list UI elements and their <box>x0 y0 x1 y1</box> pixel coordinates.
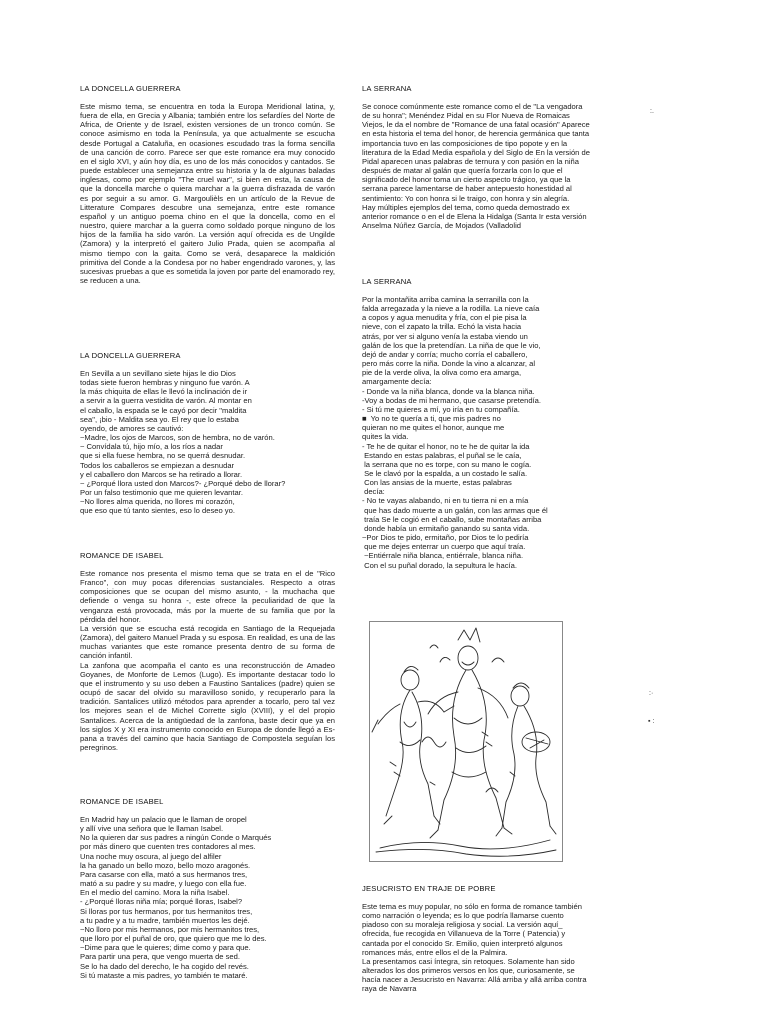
section-title: LA SERRANA <box>362 277 412 286</box>
lyric-line: Todos los caballeros se empiezan a desnudar <box>80 460 235 470</box>
section-doncella-lyrics <box>80 351 335 516</box>
section-title: ROMANCE DE ISABEL <box>80 797 164 806</box>
ink-drawing-image <box>370 622 562 861</box>
lyric-line: Se le clavó por la espalda, a un costado le salía. <box>362 468 528 478</box>
lyric-line: En el medio del camino. Mora la niña Isabel. <box>80 888 230 898</box>
section-isabel-lyrics <box>80 797 335 980</box>
lyrics <box>80 815 335 980</box>
lyric-line: falda arregazada y la nieve a la rodilla. La nieve caía <box>362 304 540 314</box>
scan-mark: :. <box>650 108 654 115</box>
lyric-line: ~No llores alma querida, no llores mi corazón, <box>80 497 235 507</box>
lyric-line: ~Madre, los ojos de Marcos, son de hembra, no de varón. <box>80 433 275 443</box>
lyric-line: Con las ansias de la muerte, estas palabras <box>362 478 512 488</box>
section-doncella-intro <box>80 84 335 285</box>
lyric-line: que si ella fuese hembra, no se querrá desnudar. <box>80 451 246 461</box>
lyric-line: No la quieren dar sus padres a ningún Conde o Marqués <box>80 833 272 843</box>
lyric-line: que has dado muerte a un galán, con las armas que él <box>362 505 548 515</box>
section-title: JESUCRISTO EN TRAJE DE POBRE <box>362 884 496 893</box>
lyric-line: Para casarse con ella, mató a sus hermanos tres, <box>80 869 248 879</box>
lyric-line: - Te he de quitar el honor, no te he de quitar la ida <box>362 441 530 451</box>
lyric-line: -Voy a bodas de mi hermano, que casarse pretendía. <box>362 395 541 405</box>
lyric-line: traía Se le cogió en el caballo, sube montañas arriba <box>362 514 542 524</box>
lyric-line: galán de los que la pretendían. La niña de que le vio, <box>362 340 541 350</box>
lyrics <box>80 369 335 516</box>
lyric-line: y el caballero don Marcos se ha retirado a llorar. <box>80 469 243 479</box>
lyric-line: y allí vive una señora que le llaman Isabel. <box>80 824 224 834</box>
lyric-line: la más chiquita de ellas le llevó la inclinación de ir <box>80 387 248 397</box>
lyric-line: En Madrid hay un palacio que le llaman de oropel <box>80 815 247 824</box>
lyric-line: a tu padre y a tu madre, también muertos les dejé. <box>80 915 250 925</box>
section-title: ROMANCE DE ISABEL <box>80 551 164 560</box>
lyric-line: quites la vida. <box>362 432 409 442</box>
lyric-line: - ¿Porqué lloras niña mía; porqué lloras, Isabel? <box>80 897 243 907</box>
lyric-line: atrás, por ver si alguno venía la estaba viendo un <box>362 331 528 341</box>
lyric-line: Estando en estas palabras, el puñal se le caía, <box>362 450 522 460</box>
right-column <box>362 0 592 1024</box>
lyric-line: ■ Yo no te quería a ti, que mis padres no <box>362 414 501 424</box>
section-title: LA SERRANA <box>362 84 412 93</box>
lyrics <box>362 295 592 570</box>
lyric-line: mató a su padre y su madre, y luego con ella fue. <box>80 879 247 889</box>
lyric-line: Por la montañita arriba camina la serranilla con la <box>362 295 529 304</box>
lyric-line: que eso que tú tanto sientes, eso lo deseo yo. <box>80 506 235 516</box>
lyric-line: ~Dime para que le quieres; dime como y para que. <box>80 943 251 953</box>
lyric-line: todas siete fueron hembras y ninguno fue varón. A <box>80 378 250 388</box>
paragraph: La zanfona que acompaña el canto es una reconstrucción de Amadeo Goyanes, de Monforte de Lemos (Lugo). Es importante destacar todo lo que el instrumento y su uso deben a Faustino Santalices (padre) quien se ocupó de sacar del olvido su maravilloso sonido, y recuperarlo para la tradición. Santalices utilizó métodos para aprender a tocarlo, pero tal vez los mejores sean el de Michel Corrette siglo (XVIII), y el del propio Santalices. Acerca de la antigüedad de la zanfona, baste decir que ya en los siglos X y XI era instrumento conocido en Europa de donde llegó a Es-pana a través del camino que hacia Santiago de Compostela seguían los peregrinos. <box>80 660 335 752</box>
scan-mark: :· <box>649 690 654 697</box>
section-isabel-intro <box>80 551 335 752</box>
lyric-line: pero más corre la niña. Donde la vino a alcanzar, al <box>362 359 536 369</box>
lyric-line: ~ ¿Porqué llora usted don Marcos?- ¿Porqué debo de llorar? <box>80 478 286 488</box>
lyric-line: la serrana que no es torpe, con su mano le cogía. <box>362 459 532 469</box>
paragraph: La presentamos casi íntegra, sin retoques. Solamente han sido alterados los dos primeros versos en los que, curiosamente, se hacía nacer a Jesucristo en Navarra: Allá arriba y allá arriba contra raya de Navarra <box>362 956 587 994</box>
lyric-line: - Donde va la niña blanca, donde va la blanca niña. <box>362 386 535 396</box>
section-title: LA DONCELLA GUERRERA <box>80 84 181 93</box>
paragraph: Este mismo tema, se encuentra en toda la Europa Meridional latina, y, fuera de ella, en Grecia y Albania; también entre los sefardíes del Norte de Africa, de Oriente y de Israel, existen versiones de un tronco común. Se conoce asimismo en toda la Península, ya que actualmente se escucha desde Portugal a Cataluña, en ocasiones escudado tras la forma sencilla de una canción de corro. Parece ser que este romance era muy conocido en el siglo XVI, y aún hoy día, es uno de los más conocidos y cantados. Se puede establecer una semejanza entre su historia y la de algunas baladas inglesas, como por ejemplo "The cruel war", si bien en esta, la causa de que la doncella marche o quiera marchar a la guerra disfrazada de varón es por seguir a su amor. G. Margoulièls en un artículo de la Revue de Litterature Compares descubre una semejanza, entre este romance español y un antiguo poema chino en el que la doncella, como en el nuestro, quiere marchar a la guerra como soldado porque ninguno de los hijos de la familia ha sido varón. La versión aquí ofrecida es de Ungilde (Zamora) y la interpretó el gaitero Julio Prada, quien se acompaña al mismo tiempo con la gaita. Como se verá, desaparece la maldición primitiva del Conde a la Condesa por no haber engendrado varones, y, las sucesivas pruebas a que es sometida la joven por parte del enamorado rey, se reducen a una. <box>80 102 335 285</box>
lyric-line: sea", ¡bio - Maldita sea yo. El rey que lo estaba <box>80 414 239 424</box>
section-jesucristo-intro <box>362 884 592 994</box>
paragraph: La versión que se escucha está recogida en Santiago de la Requejada (Zamora), del gaitero Manuel Prada y su esposa. En realidad, es una de las muchas variantes que este romance presenta dentro de su forma de canción infantil. <box>80 623 335 661</box>
lyric-line: Para partir una pera, que vengo muerta de sed. <box>80 952 240 962</box>
lyric-line: que me dejes enterrar un cuerpo que aquí traía. <box>362 542 526 552</box>
lyric-line: nieve, con el zapato la trilla. Echó la vista hacia <box>362 322 522 332</box>
lyric-line: quieran no me quites el honor, aunque me <box>362 423 505 433</box>
paragraph: Hay múltiples ejemplos del tema, como queda demostrado ex anterior romance o en el de Elena la Hidalga (Santa Ir esta versión Anselma Núñez García, de Mojados (Valladolid <box>362 202 587 231</box>
paragraph: Se conoce comúnmente este romance como el de "La vengadora de su honra"; Menéndez Pidal en su Flor Nueva de Romaicas Viejos, le da el nombre de "Romance de una fatal ocasión" Aparece en esta historia el tema del honor, de herencia germánica que tanta importancia tuvo en las composiciones de tipo popote y en la literatura de la Edad Media española y del Siglo de En la versión de Pidal aparecen unas palabras de ternura y con pasión en la niña después de matar al galán que quería forzarla con lo que el significado del honor toma un cierto aspecto trágico, ya que la serrana parece lamentarse de haber antepuesto honestidad al sentimiento: Yo con honra si le traigo, con honra y sin alegría. <box>362 102 590 203</box>
left-column <box>80 0 335 1024</box>
lyric-line: Con el su puñal dorado, la sepultura le hacía. <box>362 560 517 570</box>
lyric-line: Si lloras por tus hermanos, por tus hermanitos tres, <box>80 906 253 916</box>
section-serrana-lyrics <box>362 277 592 570</box>
lyric-line: a servir a la guerra vestidita de varón. Al montar en <box>80 396 252 406</box>
section-serrana-intro <box>362 84 592 230</box>
lyric-line: pie de la verde oliva, la oliva como era amarga, <box>362 368 522 378</box>
lyric-line: - Si tú me quieres a mí, yo iría en tu compañía. <box>362 404 520 414</box>
lyric-line: la ha ganado un bello mozo, bello mozo aragonés. <box>80 860 251 870</box>
lyric-line: el caballo, la espada se le cayó por decir "maldita <box>80 405 247 415</box>
lyric-line: ~No lloro por mis hermanos, por mis hermanitos tres, <box>80 924 260 934</box>
lyric-line: que lloro por el puñal de oro, que quiero que me lo des. <box>80 934 267 944</box>
lyric-line: amargamente decía: <box>362 377 432 387</box>
lyric-line: Si tú mataste a mis padres, yo también te mataré. <box>80 970 248 980</box>
lyric-line: a copos y agua menudita y fría, con el pie pisa la <box>362 313 527 323</box>
lyric-line: Se lo ha dado del derecho, le ha cogido del revés. <box>80 961 249 971</box>
scan-mark: ▪ : <box>648 718 655 725</box>
lyric-line: donde había un ermitaño ganando su santa vida. <box>362 523 530 533</box>
lyric-line: En Sevilla a un sevillano siete hijas le dio Dios <box>80 369 236 378</box>
illustration-musicians <box>369 621 563 862</box>
lyric-line: ~Por Dios te pido, ermitaño, por Dios te lo pediría <box>362 533 529 543</box>
lyric-line: - No te vayas alabando, ni en tu tierra ni en a mía <box>362 496 529 506</box>
lyric-line: por más dinero que cuenten tres contadores al mes. <box>80 842 256 852</box>
lyric-line: dejó de andar y corría; mucho corría el caballero, <box>362 349 528 359</box>
paragraph: Este romance nos presenta el mismo tema que se trata en el de "Rico Franco", con muy pocas diferencias sustanciales. Respecto a otras composiciones que se ocupan del mismo asunto, - la muchacha que defiende o venga su honra -, este ofrece la peculiaridad de que la venganza está provocada, más por la muerte de su familia que por la pérdida del honor. <box>80 569 335 624</box>
lyric-line: ~Entiérrale niña blanca, entiérrale, blanca niña. <box>362 551 524 561</box>
lyric-line: Una noche muy oscura, al juego del alfiler <box>80 851 222 861</box>
lyric-line: ~ Convídala tú, hijo mío, a los ríos a nadar <box>80 442 223 452</box>
lyric-line: decía: <box>362 487 385 497</box>
lyric-line: oyendo, de amores se cautivó: <box>80 423 184 433</box>
paragraph: Este tema es muy popular, no sólo en forma de romance también como narración o leyenda; es lo que podría llamarse cuento piadoso con su moraleja religiosa y social. La versión aquí_ ofrecida, fue recogida en Villanueva de la Torre ( Patencia) y cantada por el conocido Sr. Emilio, quien interpretó algunos romances más, entre ellos el de la Palmira. <box>362 902 582 957</box>
lyric-line: Por un falso testimonio que me quieren levantar. <box>80 488 243 498</box>
section-title: LA DONCELLA GUERRERA <box>80 351 181 360</box>
